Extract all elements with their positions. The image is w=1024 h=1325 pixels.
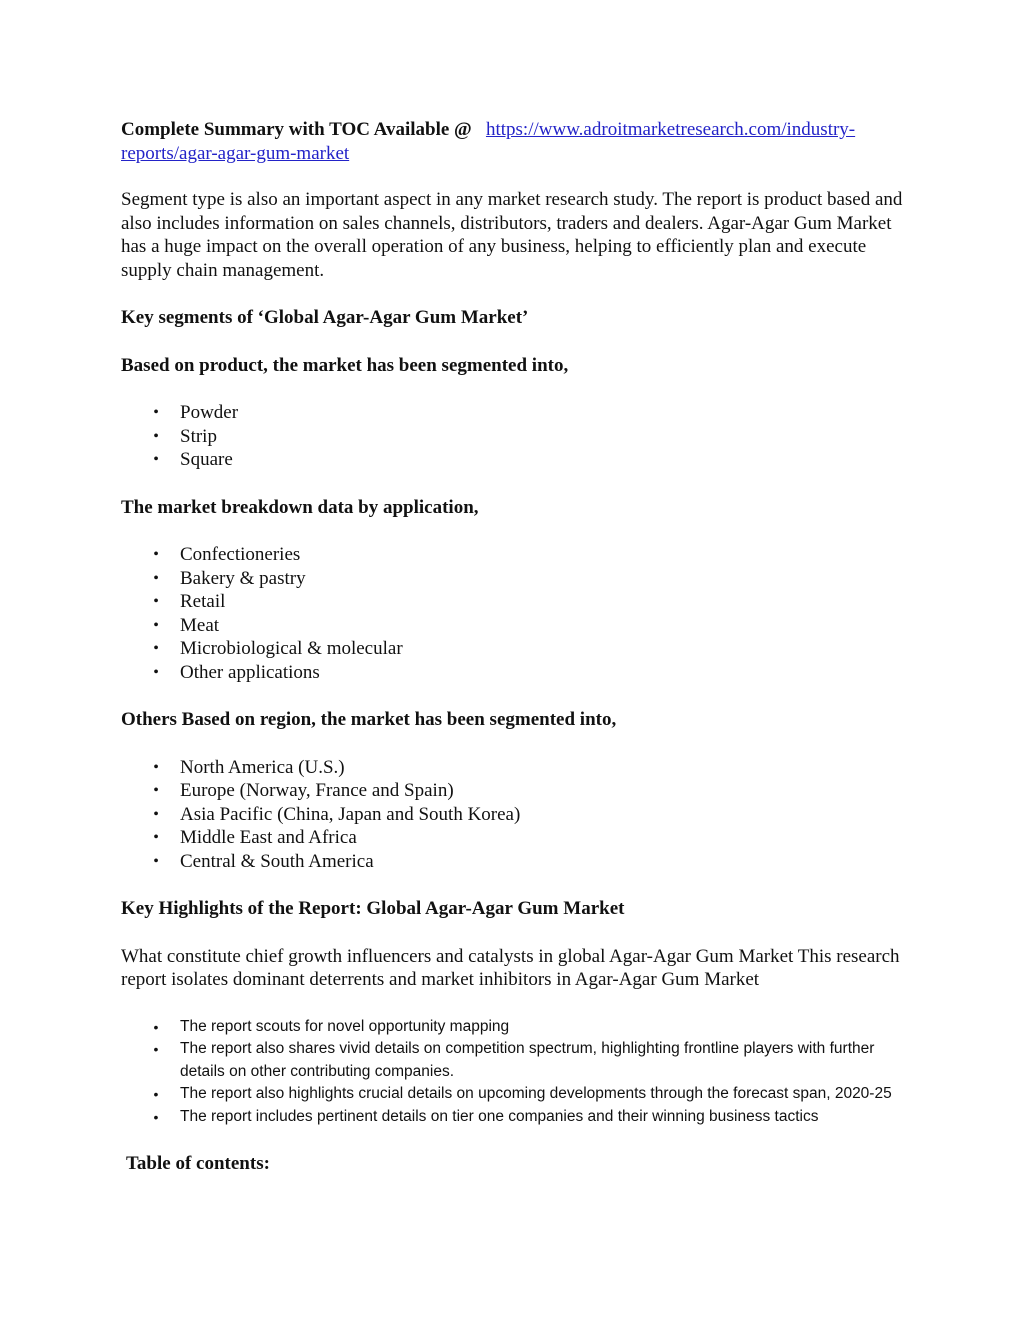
application-list (121, 543, 911, 684)
list-item: • Meat (121, 614, 911, 638)
list-item: • Asia Pacific (China, Japan and South Korea) (121, 803, 911, 827)
highlights-heading: Key Highlights of the Report: Global Agar-Agar Gum Market (121, 898, 625, 919)
bullet: • (153, 663, 159, 681)
bullet: • (153, 569, 159, 587)
bullet: • (153, 616, 159, 634)
product-heading: Based on product, the market has been segmented into, (121, 354, 569, 376)
list-item: • Other applications (121, 661, 911, 685)
list-item: • Confectioneries (121, 543, 911, 567)
list-item: • Retail (121, 590, 911, 614)
list-item: • Central & South America (121, 850, 911, 874)
highlights-paragraph: What constitute chief growth influencers and catalysts in global Agar-Agar Gum Market This research report isolates dominant deterrents and market inhibitors in Agar-Agar Gum Market (121, 945, 900, 990)
application-heading: The market breakdown data by application, (121, 496, 479, 518)
bullet: • (153, 593, 159, 610)
key-segments-heading: Key segments of ‘Global Agar-Agar Gum Market’ (121, 307, 529, 328)
region-heading: Others Based on region, the market has been segmented into, (121, 709, 617, 730)
bullet: • (153, 758, 159, 776)
report-link-part1: https://www.adroitmarketresearch.com/industry- (485, 119, 856, 140)
list-item: • Bakery & pastry (121, 567, 911, 591)
list-item: • Strip (121, 425, 911, 449)
list-item: • The report includes pertinent details on tier one companies and their winning business tactics (121, 1106, 911, 1129)
bullet: • (153, 805, 159, 823)
intro-paragraph: Segment type is also an important aspect in any market research study. The report is product based and also includes information on sales channels, distributors, traders and dealers. Agar-Agar Gum Market has a huge impact on the overall operation of any business, helping to efficiently plan and execute supply chain management. (121, 189, 903, 281)
list-item: • Europe (Norway, France and Spain) (121, 779, 911, 803)
list-item: • The report also shares vivid details on competition spectrum, highlighting frontline players with further details on other contributing companies. (121, 1038, 911, 1083)
list-item: • North America (U.S.) (121, 756, 911, 780)
bullet: • (153, 1086, 159, 1102)
bullet: • (153, 404, 159, 421)
bullet: • (153, 546, 159, 563)
report-link-part2: reports/agar-agar-gum-market (121, 142, 350, 164)
summary-label: Complete Summary with TOC Available @ (121, 119, 472, 140)
bullet: • (153, 1108, 159, 1125)
highlights-list (121, 1016, 911, 1129)
toc-heading: Table of contents: (126, 1153, 270, 1174)
bullet: • (153, 829, 159, 846)
product-list (121, 401, 911, 472)
list-item: • Middle East and Africa (121, 826, 911, 850)
bullet: • (153, 427, 159, 445)
bullet: • (153, 640, 159, 657)
list-item: • Powder (121, 401, 911, 425)
document-page (121, 118, 911, 1176)
list-item: • Square (121, 448, 911, 472)
list-item: • Microbiological & molecular (121, 637, 911, 661)
bullet: • (153, 451, 159, 468)
summary-line (121, 118, 911, 165)
list-item: • The report also highlights crucial details on upcoming developments through the forecast span, 2020-25 (121, 1083, 911, 1106)
bullet: • (153, 782, 159, 799)
list-item: • The report scouts for novel opportunity mapping (121, 1016, 911, 1039)
bullet: • (153, 1018, 159, 1035)
bullet: • (153, 852, 159, 870)
bullet: • (153, 1041, 159, 1057)
region-list (121, 756, 911, 874)
